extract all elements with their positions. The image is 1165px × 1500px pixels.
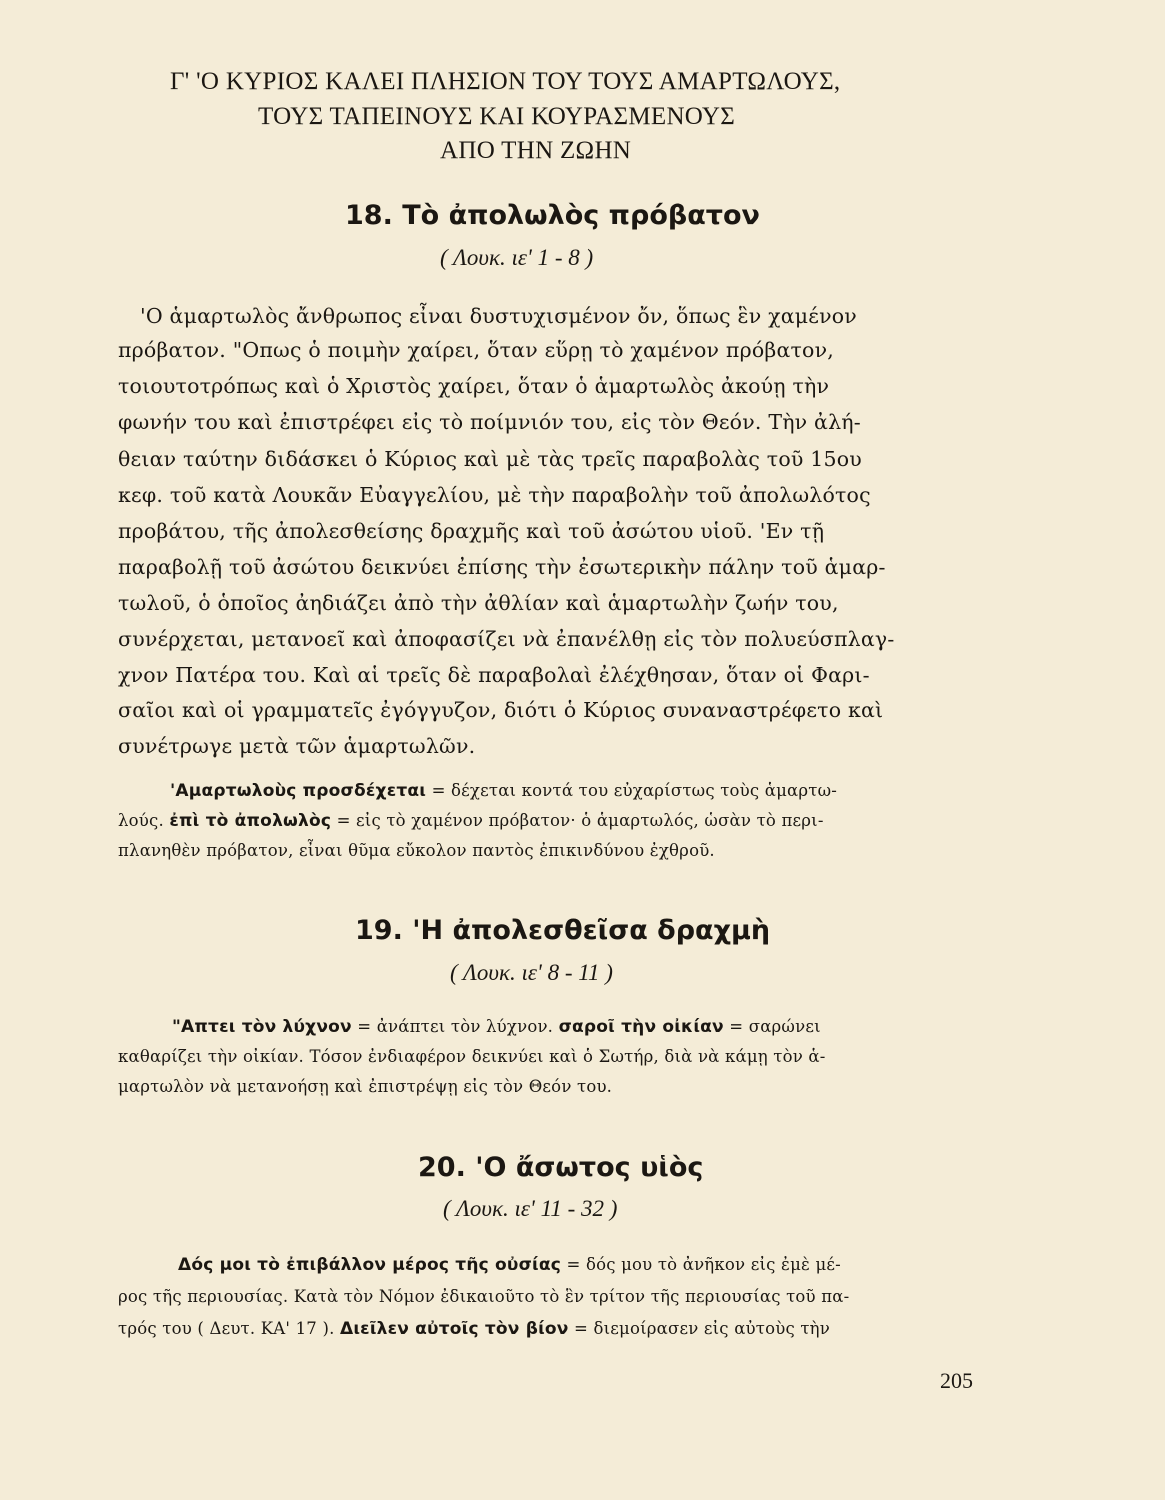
page-number: 205 bbox=[940, 1368, 973, 1393]
glossary-definition: = σαρώνει bbox=[723, 1017, 821, 1036]
section-19-reference: ( Λουκ. ιε' 8 - 11 ) bbox=[450, 960, 613, 985]
chapter-heading-line-2: ΤΟΥΣ ΤΑΠΕΙΝΟΥΣ ΚΑΙ ΚΟΥΡΑΣΜΕΝΟΥΣ bbox=[258, 103, 736, 130]
glossary-definition: = ἀνάπτει τὸν λύχνον. bbox=[351, 1017, 559, 1036]
glossary-definition: = διεμοίρασεν εἰς αὐτοὺς τὴν bbox=[568, 1319, 830, 1338]
glossary-note-line: καθαρίζει τὴν οἰκίαν. Τόσον ἐνδιαφέρον δεικνύει καὶ ὁ Σωτήρ, διὰ νὰ κάμῃ τὸν ἁ- bbox=[118, 1047, 826, 1066]
section-18-reference: ( Λουκ. ιε' 1 - 8 ) bbox=[440, 245, 594, 270]
glossary-term: Δός μοι τὸ ἐπιβάλλον μέρος τῆς οὐσίας bbox=[178, 1255, 562, 1275]
glossary-note-line bbox=[118, 1319, 830, 1339]
body-line: συνέτρωγε μετὰ τῶν ἁμαρτωλῶν. bbox=[118, 734, 476, 758]
glossary-term: ἐπὶ τὸ ἀπολωλὸς bbox=[169, 811, 332, 831]
glossary-note-line: πλανηθὲν πρόβατον, εἶναι θῦμα εὔκολον παντὸς ἐπικινδύνου ἐχθροῦ. bbox=[118, 841, 715, 860]
body-line: προβάτου, τῆς ἀπολεσθείσης δραχμῆς καὶ τοῦ ἀσώτου υἱοῦ. 'Εν τῇ bbox=[118, 519, 825, 543]
glossary-note-line: μαρτωλὸν νὰ μετανοήσῃ καὶ ἐπιστρέψῃ εἰς τὸν Θεόν του. bbox=[118, 1077, 613, 1096]
section-18-title: 18. Τὸ ἀπολωλὸς πρόβατον bbox=[345, 200, 760, 231]
body-line: φωνήν του καὶ ἐπιστρέφει εἰς τὸ ποίμνιόν του, εἰς τὸν Θεόν. Τὴν ἀλή- bbox=[118, 410, 861, 434]
chapter-heading-line-1: Γ' 'Ο ΚΥΡΙΟΣ ΚΑΛΕΙ ΠΛΗΣΙΟΝ ΤΟΥ ΤΟΥΣ ΑΜΑΡΤΩΛΟΥΣ, bbox=[170, 68, 841, 95]
glossary-definition: = εἰς τὸ χαμένον πρόβατον· ὁ ἁμαρτωλός, ὡσὰν τὸ περι- bbox=[331, 811, 824, 830]
glossary-definition: = δέχεται κοντά του εὐχαρίστως τοὺς ἁμαρτω- bbox=[426, 781, 838, 800]
glossary-definition: λούς. bbox=[118, 811, 170, 830]
body-line: κεφ. τοῦ κατὰ Λουκᾶν Εὐαγγελίου, μὲ τὴν παραβολὴν τοῦ ἀπολωλότος bbox=[118, 483, 871, 507]
glossary-note-line bbox=[172, 1017, 821, 1037]
glossary-definition: τρός του ( Δευτ. ΚΑ' 17 ). bbox=[118, 1319, 340, 1338]
body-line: τοιουτοτρόπως καὶ ὁ Χριστὸς χαίρει, ὅταν ὁ ἁμαρτωλὸς ἀκούῃ τὴν bbox=[118, 374, 830, 398]
body-line: συνέρχεται, μετανοεῖ καὶ ἀποφασίζει νὰ ἐπανέλθῃ εἰς τὸν πολυεύσπλαγ- bbox=[118, 627, 895, 651]
glossary-term: Διεῖλεν αὐτοῖς τὸν βίον bbox=[339, 1319, 569, 1339]
body-line: τωλοῦ, ὁ ὁποῖος ἀηδιάζει ἀπὸ τὴν ἀθλίαν καὶ ἁμαρτωλὴν ζωήν του, bbox=[118, 591, 839, 615]
chapter-heading-line-3: ΑΠΟ ΤΗΝ ΖΩΗΝ bbox=[440, 137, 632, 164]
section-19-title: 19. 'Η ἀπολεσθεῖσα δραχμὴ bbox=[355, 915, 771, 946]
glossary-definition: = δός μου τὸ ἀνῆκον εἰς ἐμὲ μέ- bbox=[561, 1255, 841, 1274]
body-line: πρόβατον. "Οπως ὁ ποιμὴν χαίρει, ὅταν εὕρῃ τὸ χαμένον πρόβατον, bbox=[118, 338, 834, 362]
body-line: θειαν ταύτην διδάσκει ὁ Κύριος καὶ μὲ τὰς τρεῖς παραβολὰς τοῦ 15ου bbox=[118, 447, 862, 471]
body-line: 'Ο ἁμαρτωλὸς ἄνθρωπος εἶναι δυστυχισμένον ὄν, ὅπως ἓν χαμένον bbox=[140, 304, 857, 328]
glossary-term: "Απτει τὸν λύχνον bbox=[172, 1017, 352, 1037]
glossary-note-line bbox=[170, 781, 837, 801]
body-line: χνον Πατέρα του. Καὶ αἱ τρεῖς δὲ παραβολαὶ ἐλέχθησαν, ὅταν οἱ Φαρι- bbox=[118, 663, 870, 687]
body-line: παραβολῇ τοῦ ἀσώτου δεικνύει ἐπίσης τὴν ἐσωτερικὴν πάλην τοῦ ἁμαρ- bbox=[118, 555, 886, 579]
glossary-note-line bbox=[118, 811, 824, 831]
section-20-reference: ( Λουκ. ιε' 11 - 32 ) bbox=[443, 1196, 618, 1221]
glossary-term: 'Αμαρτωλοὺς προσδέχεται bbox=[170, 781, 427, 801]
glossary-note-line: ρος τῆς περιουσίας. Κατὰ τὸν Νόμον ἐδικαιοῦτο τὸ ἓν τρίτον τῆς περιουσίας τοῦ πα- bbox=[118, 1287, 850, 1306]
glossary-note-line bbox=[178, 1255, 841, 1275]
section-20-title: 20. 'Ο ἄσωτος υἱὸς bbox=[418, 1152, 704, 1183]
glossary-term: σαροῖ τὴν οἰκίαν bbox=[558, 1017, 724, 1037]
body-line: σαῖοι καὶ οἱ γραμματεῖς ἐγόγγυζον, διότι ὁ Κύριος συναναστρέφετο καὶ bbox=[118, 698, 884, 722]
